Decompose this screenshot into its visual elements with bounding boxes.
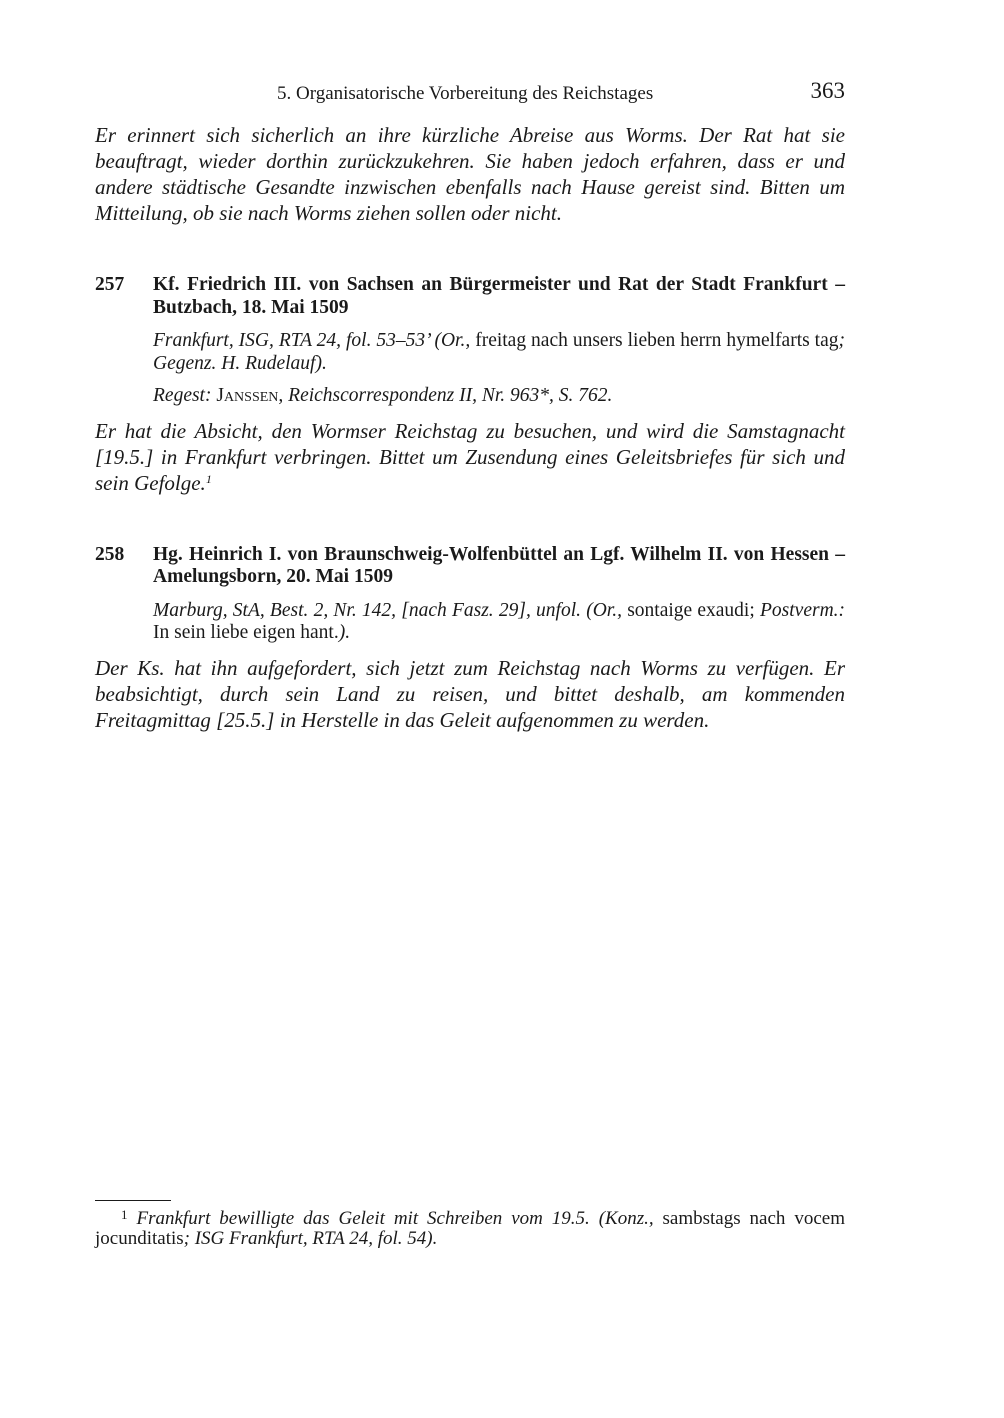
footnote-italic-start: Frankfurt bewilligte das Geleit mit Schreiben vom 19.5. (Konz., [136, 1208, 654, 1229]
intro-summary: Er erinnert sich sicherlich an ihre kürzliche Abreise aus Worms. Der Rat hat sie beauftragt, wieder dorthin zurückzukehren. Sie haben jedoch erfahren, dass er und andere städtische Gesandte inzwischen ebenfalls nach Hause gereist sind. Bitten um Mitteilung, ob sie nach Worms ziehen sollen oder nicht. [95, 123, 845, 225]
footnote-reference[interactable]: 1 [205, 471, 212, 486]
source-archive: Marburg, StA, Best. 2, Nr. 142, [nach Fasz. 29], unfol. (Or., [153, 599, 622, 621]
source-close: ). [338, 622, 351, 643]
regest-line [95, 385, 845, 408]
regest-author: Janssen [216, 385, 279, 406]
entry-summary-text: Er hat die Absicht, den Wormser Reichstag zu besuchen, und wird die Samstagnacht [19.5.] in Frankfurt verbringen. Bittet um Zusendung eines Geleitsbriefes für sich und sein Gefolge. [95, 418, 845, 495]
entry-title: Kf. Friedrich III. von Sachsen an Bürgermeister und Rat der Stadt Frankfurt – Butzbach, 18. Mai 1509 [153, 274, 845, 318]
regest-citation: , Reichscorrespondenz II, Nr. 963*, S. 762. [278, 385, 613, 406]
source-date-text: freitag nach unsers lieben herrn hymelfarts tag [475, 330, 839, 351]
entry-summary: Der Ks. hat ihn aufgefordert, sich jetzt zum Reichstag nach Worms zu verfügen. Er beabsichtigt, durch sein Land zu reisen, und bittet deshalb, am kommenden Freitagmittag [25.5.] in Herstelle in das Geleit aufgenommen zu werden. [95, 655, 845, 732]
entry-title: Hg. Heinrich I. von Braunschweig-Wolfenbüttel an Lgf. Wilhelm II. von Hessen – Amelungsborn, 20. Mai 1509 [153, 543, 845, 587]
entry-heading [95, 544, 845, 589]
entry-258 [95, 544, 845, 733]
footnote-quote: sambstags nach vocem jocunditatis [95, 1208, 845, 1249]
source-archive: Frankfurt, ISG, RTA 24, fol. 53–53’ (Or., [153, 330, 471, 351]
footnote-number: 1 [121, 1207, 128, 1222]
running-title: 5. Organisatorische Vorbereitung des Reichstages [277, 83, 654, 104]
entry-number: 258 [95, 543, 125, 565]
page-body [95, 78, 845, 733]
footnote [95, 1205, 845, 1249]
page-number: 363 [810, 78, 845, 103]
entry-257 [95, 274, 845, 496]
entry-number: 257 [95, 274, 125, 295]
postverm-label: Postverm.: [760, 599, 846, 621]
footnote-rule [95, 1200, 171, 1201]
entry-summary [95, 418, 845, 496]
regest-label: Regest: [153, 385, 212, 406]
source-line [95, 330, 845, 375]
postverm-text: In sein liebe eigen hant. [153, 622, 339, 643]
footnote-italic-end: ; ISG Frankfurt, RTA 24, fol. 54). [183, 1228, 438, 1249]
entry-heading [95, 274, 845, 319]
source-line [95, 600, 845, 645]
running-header [95, 78, 845, 110]
footnotes [95, 1200, 845, 1249]
source-note: ; Gegenz. H. Rudelauf). [153, 330, 845, 374]
source-date-text: sontaige exaudi; [627, 599, 755, 621]
